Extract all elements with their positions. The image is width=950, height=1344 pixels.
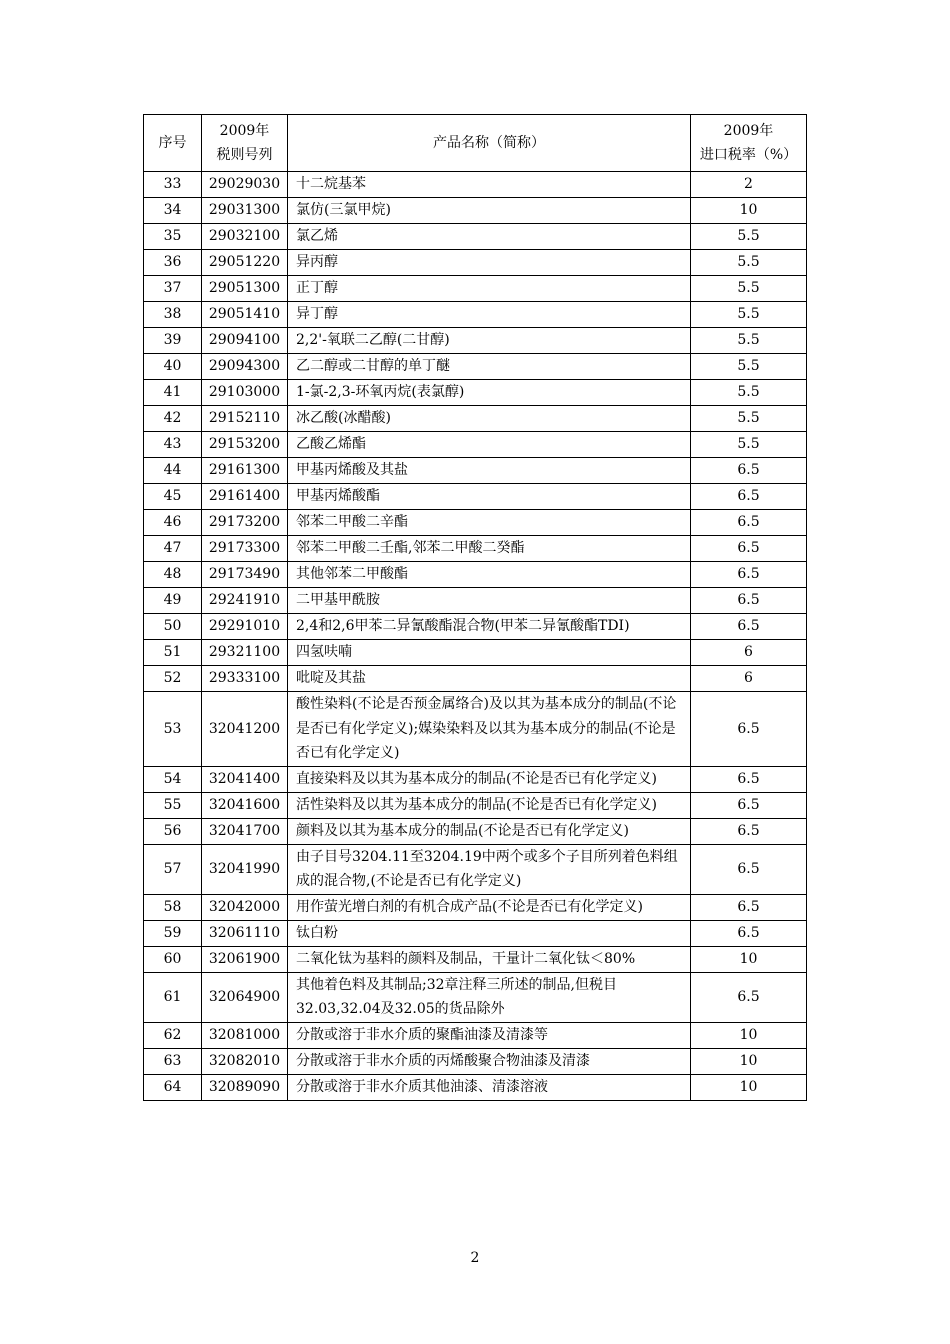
- row-product-name: 冰乙酸(冰醋酸): [288, 406, 691, 432]
- row-import-rate: 6.5: [691, 818, 807, 844]
- row-seq: 34: [144, 198, 202, 224]
- row-tariff-code: 29094100: [202, 328, 288, 354]
- row-import-rate: 6.5: [691, 562, 807, 588]
- row-seq: 42: [144, 406, 202, 432]
- row-product-name: 乙酸乙烯酯: [288, 432, 691, 458]
- row-import-rate: 5.5: [691, 406, 807, 432]
- table-row: [144, 432, 807, 458]
- row-import-rate: 10: [691, 1022, 807, 1048]
- row-tariff-code: 29032100: [202, 224, 288, 250]
- row-seq: 51: [144, 640, 202, 666]
- row-tariff-code: 29103000: [202, 380, 288, 406]
- table-row: [144, 328, 807, 354]
- row-product-name: 氯乙烯: [288, 224, 691, 250]
- row-import-rate: 6.5: [691, 766, 807, 792]
- row-product-name: 甲基丙烯酸酯: [288, 484, 691, 510]
- row-product-name: 正丁醇: [288, 276, 691, 302]
- row-seq: 40: [144, 354, 202, 380]
- row-seq: 47: [144, 536, 202, 562]
- table-row: [144, 1048, 807, 1074]
- row-product-name: 颜料及以其为基本成分的制品(不论是否已有化学定义): [288, 818, 691, 844]
- table-row: [144, 510, 807, 536]
- row-import-rate: 10: [691, 1074, 807, 1100]
- row-seq: 56: [144, 818, 202, 844]
- row-seq: 55: [144, 792, 202, 818]
- row-seq: 63: [144, 1048, 202, 1074]
- header-code-year: 2009年: [219, 123, 270, 139]
- row-product-name: 十二烷基苯: [288, 172, 691, 198]
- row-product-name: 二甲基甲酰胺: [288, 588, 691, 614]
- table-row: [144, 792, 807, 818]
- row-import-rate: 6.5: [691, 844, 807, 894]
- row-seq: 33: [144, 172, 202, 198]
- row-tariff-code: 29291010: [202, 614, 288, 640]
- header-seq: 序号: [144, 115, 202, 172]
- row-tariff-code: 29029030: [202, 172, 288, 198]
- row-import-rate: 6.5: [691, 484, 807, 510]
- row-product-name: 分散或溶于非水介质的丙烯酸聚合物油漆及清漆: [288, 1048, 691, 1074]
- row-seq: 49: [144, 588, 202, 614]
- header-code: [202, 115, 288, 172]
- row-product-name: 异丙醇: [288, 250, 691, 276]
- row-seq: 45: [144, 484, 202, 510]
- row-seq: 62: [144, 1022, 202, 1048]
- row-product-name: 2,4和2,6甲苯二异氰酸酯混合物(甲苯二异氰酸酯TDI): [288, 614, 691, 640]
- table-row: [144, 484, 807, 510]
- row-import-rate: 6.5: [691, 692, 807, 767]
- row-product-name: 2,2'-氧联二乙醇(二甘醇): [288, 328, 691, 354]
- row-seq: 61: [144, 972, 202, 1022]
- row-seq: 43: [144, 432, 202, 458]
- row-product-name: 直接染料及以其为基本成分的制品(不论是否已有化学定义): [288, 766, 691, 792]
- row-product-name: 邻苯二甲酸二辛酯: [288, 510, 691, 536]
- row-import-rate: 5.5: [691, 432, 807, 458]
- row-tariff-code: 32041990: [202, 844, 288, 894]
- table-row: [144, 172, 807, 198]
- row-import-rate: 5.5: [691, 380, 807, 406]
- row-seq: 36: [144, 250, 202, 276]
- table-row: [144, 198, 807, 224]
- table-row: [144, 380, 807, 406]
- row-seq: 41: [144, 380, 202, 406]
- tariff-table: [143, 114, 807, 1101]
- row-import-rate: 10: [691, 1048, 807, 1074]
- row-product-name: 酸性染料(不论是否预金属络合)及以其为基本成分的制品(不论是否已有化学定义);媒染染料及以其为基本成分的制品(不论是否已有化学定义): [288, 692, 691, 767]
- row-seq: 50: [144, 614, 202, 640]
- row-product-name: 吡啶及其盐: [288, 666, 691, 692]
- row-tariff-code: 32041600: [202, 792, 288, 818]
- row-import-rate: 5.5: [691, 250, 807, 276]
- row-product-name: 用作萤光增白剂的有机合成产品(不论是否已有化学定义): [288, 894, 691, 920]
- table-row: [144, 1074, 807, 1100]
- row-tariff-code: 29173300: [202, 536, 288, 562]
- row-tariff-code: 29333100: [202, 666, 288, 692]
- table-row: [144, 640, 807, 666]
- row-product-name: 其他邻苯二甲酸酯: [288, 562, 691, 588]
- row-product-name: 氯仿(三氯甲烷): [288, 198, 691, 224]
- row-seq: 48: [144, 562, 202, 588]
- table-row: [144, 946, 807, 972]
- table-row: [144, 692, 807, 767]
- row-import-rate: 6.5: [691, 792, 807, 818]
- row-tariff-code: 29161400: [202, 484, 288, 510]
- row-tariff-code: 32061110: [202, 920, 288, 946]
- row-seq: 59: [144, 920, 202, 946]
- row-seq: 64: [144, 1074, 202, 1100]
- row-tariff-code: 29051410: [202, 302, 288, 328]
- row-product-name: 钛白粉: [288, 920, 691, 946]
- row-import-rate: 6: [691, 640, 807, 666]
- row-tariff-code: 32041200: [202, 692, 288, 767]
- row-seq: 52: [144, 666, 202, 692]
- row-import-rate: 10: [691, 198, 807, 224]
- row-seq: 37: [144, 276, 202, 302]
- row-import-rate: 6.5: [691, 510, 807, 536]
- header-rate-year: 2009年: [723, 123, 774, 139]
- table-row: [144, 766, 807, 792]
- row-product-name: 乙二醇或二甘醇的单丁醚: [288, 354, 691, 380]
- row-seq: 54: [144, 766, 202, 792]
- row-tariff-code: 32041700: [202, 818, 288, 844]
- row-product-name: 分散或溶于非水介质的聚酯油漆及清漆等: [288, 1022, 691, 1048]
- row-tariff-code: 29321100: [202, 640, 288, 666]
- row-import-rate: 6.5: [691, 894, 807, 920]
- header-rate-label: 进口税率（%）: [699, 147, 798, 163]
- row-tariff-code: 32061900: [202, 946, 288, 972]
- row-tariff-code: 29241910: [202, 588, 288, 614]
- row-import-rate: 6.5: [691, 588, 807, 614]
- table-row: [144, 614, 807, 640]
- row-product-name: 异丁醇: [288, 302, 691, 328]
- table-row: [144, 250, 807, 276]
- table-row: [144, 666, 807, 692]
- row-import-rate: 6.5: [691, 920, 807, 946]
- row-tariff-code: 32042000: [202, 894, 288, 920]
- row-tariff-code: 32041400: [202, 766, 288, 792]
- row-seq: 57: [144, 844, 202, 894]
- row-tariff-code: 29173200: [202, 510, 288, 536]
- header-rate: [691, 115, 807, 172]
- row-product-name: 四氢呋喃: [288, 640, 691, 666]
- table-row: [144, 458, 807, 484]
- table-row: [144, 588, 807, 614]
- row-seq: 39: [144, 328, 202, 354]
- row-import-rate: 6.5: [691, 458, 807, 484]
- row-import-rate: 5.5: [691, 354, 807, 380]
- row-import-rate: 5.5: [691, 276, 807, 302]
- row-seq: 46: [144, 510, 202, 536]
- row-import-rate: 10: [691, 946, 807, 972]
- header-name: 产品名称（简称）: [288, 115, 691, 172]
- table-row: [144, 536, 807, 562]
- row-tariff-code: 29153200: [202, 432, 288, 458]
- row-import-rate: 6: [691, 666, 807, 692]
- row-tariff-code: 29031300: [202, 198, 288, 224]
- table-row: [144, 1022, 807, 1048]
- row-seq: 44: [144, 458, 202, 484]
- row-product-name: 活性染料及以其为基本成分的制品(不论是否已有化学定义): [288, 792, 691, 818]
- row-product-name: 二氧化钛为基料的颜料及制品，干量计二氧化钛＜80%: [288, 946, 691, 972]
- table-row: [144, 562, 807, 588]
- row-tariff-code: 32081000: [202, 1022, 288, 1048]
- row-import-rate: 2: [691, 172, 807, 198]
- row-product-name: 其他着色料及其制品;32章注释三所述的制品,但税目32.03,32.04及32.05的货品除外: [288, 972, 691, 1022]
- header-code-label: 税则号列: [216, 147, 273, 163]
- table-row: [144, 894, 807, 920]
- table-row: [144, 354, 807, 380]
- row-import-rate: 6.5: [691, 536, 807, 562]
- row-product-name: 甲基丙烯酸及其盐: [288, 458, 691, 484]
- row-import-rate: 6.5: [691, 972, 807, 1022]
- row-tariff-code: 32082010: [202, 1048, 288, 1074]
- header-row: [144, 115, 807, 172]
- table-body: [144, 172, 807, 1101]
- row-import-rate: 5.5: [691, 328, 807, 354]
- row-product-name: 分散或溶于非水介质其他油漆、清漆溶液: [288, 1074, 691, 1100]
- row-seq: 60: [144, 946, 202, 972]
- row-product-name: 1-氯-2,3-环氧丙烷(表氯醇): [288, 380, 691, 406]
- row-tariff-code: 29051220: [202, 250, 288, 276]
- table-row: [144, 302, 807, 328]
- row-tariff-code: 32064900: [202, 972, 288, 1022]
- row-tariff-code: 29051300: [202, 276, 288, 302]
- row-tariff-code: 29161300: [202, 458, 288, 484]
- row-product-name: 邻苯二甲酸二壬酯,邻苯二甲酸二癸酯: [288, 536, 691, 562]
- row-import-rate: 5.5: [691, 302, 807, 328]
- row-tariff-code: 29152110: [202, 406, 288, 432]
- row-seq: 58: [144, 894, 202, 920]
- row-product-name: 由子目号3204.11至3204.19中两个或多个子目所列着色料组成的混合物,(不论是否已有化学定义): [288, 844, 691, 894]
- row-import-rate: 5.5: [691, 224, 807, 250]
- table-row: [144, 276, 807, 302]
- row-seq: 35: [144, 224, 202, 250]
- table-row: [144, 224, 807, 250]
- row-seq: 38: [144, 302, 202, 328]
- table-header: [144, 115, 807, 172]
- table-row: [144, 844, 807, 894]
- row-tariff-code: 29094300: [202, 354, 288, 380]
- table-row: [144, 818, 807, 844]
- page-number: 2: [470, 1250, 480, 1266]
- table-row: [144, 406, 807, 432]
- row-import-rate: 6.5: [691, 614, 807, 640]
- row-seq: 53: [144, 692, 202, 767]
- row-tariff-code: 29173490: [202, 562, 288, 588]
- table-row: [144, 920, 807, 946]
- row-tariff-code: 32089090: [202, 1074, 288, 1100]
- table-row: [144, 972, 807, 1022]
